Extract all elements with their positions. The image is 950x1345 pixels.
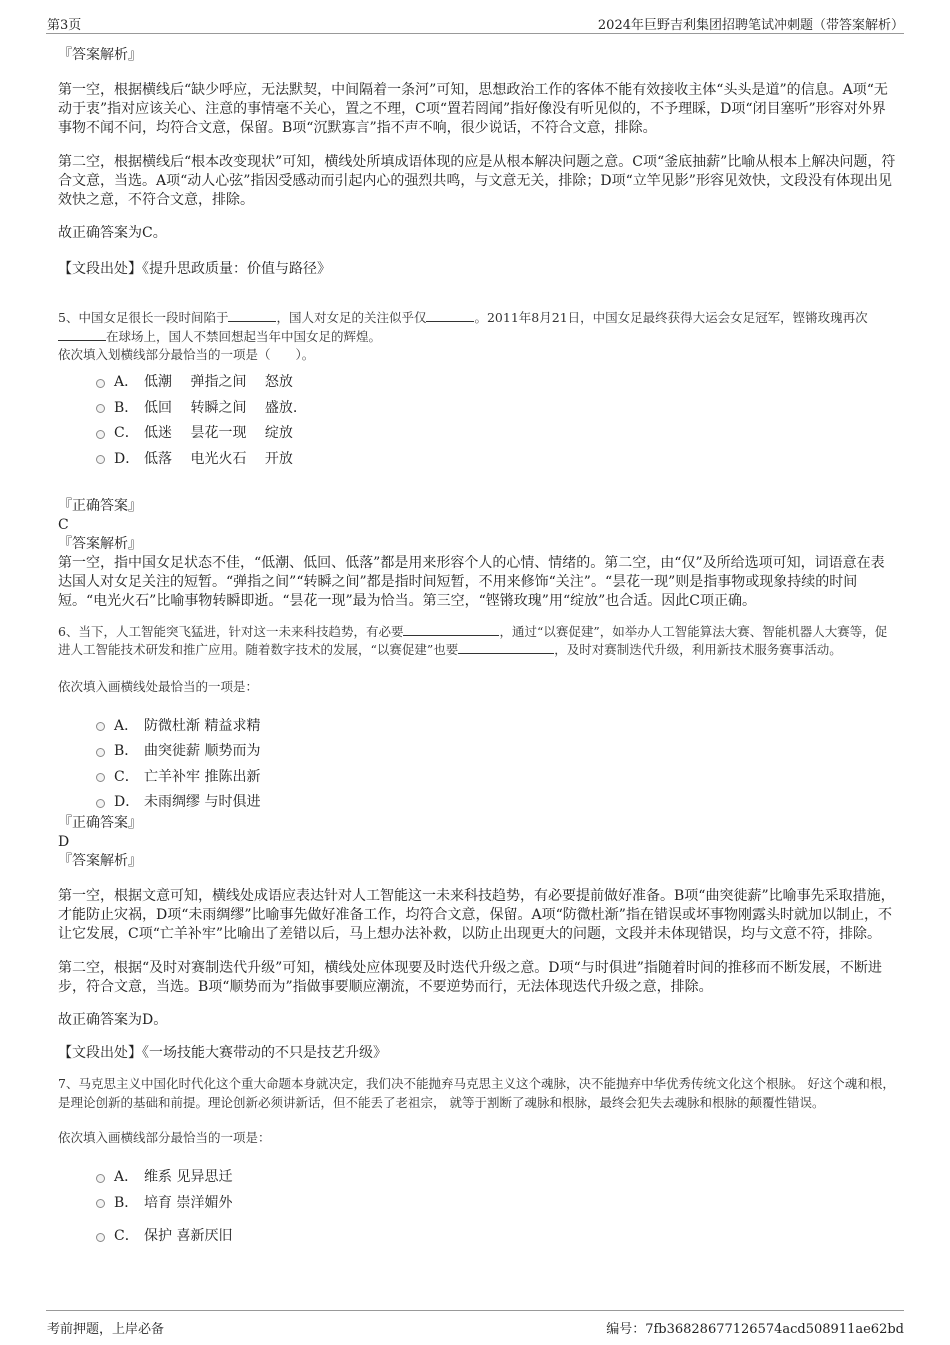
radio-button[interactable] [96, 455, 105, 464]
q7-prompt: 依次填入画横线部分最恰当的一项是： [58, 1130, 271, 1145]
q6-conclusion: 故正确答案为D。 [58, 1012, 168, 1028]
q5-answer: C [58, 516, 69, 533]
radio-button[interactable] [96, 799, 105, 808]
document-title: 2024年巨野吉利集团招聘笔试冲刺题（带答案解析） [597, 18, 904, 33]
q7-stem: 7、马克思主义中国化时代化这个重大命题本身就决定，我们决不能抛弃马克思主义这个魂脉，决不能抛弃中华优秀传统文化这个根脉。 好这个魂和根，是理论创新的基础和前提。理论创新必须讲新话，但不能丢了老祖宗， 就等于割断了魂脉和根脉，最终会犯失去魂脉和根脉的颠覆性错误。 [58, 1076, 895, 1110]
q4-conclusion: 故正确答案为C。 [58, 225, 167, 241]
q6-option-b[interactable]: B． 曲突徙薪 顺势而为 [96, 738, 898, 764]
radio-button[interactable] [96, 748, 105, 757]
radio-button[interactable] [96, 379, 105, 388]
radio-button[interactable] [96, 404, 105, 413]
q6-options [58, 712, 898, 814]
q6-analysis-p1: 第一空，根据文意可知，横线处成语应表达针对人工智能这一未来科技趋势，有必要提前做好准备。B项“曲突徙薪”比喻事先采取措施，才能防止灾祸，D项“未雨绸缪”比喻事先做好准备工作，均符合文意，保留。A项“防微杜渐”指在错误或坏事物刚露头时就加以制止，不让它发展，C项“亡羊补牢”比喻出了差错以后，马上想办法补救，以防止出现更大的问题，文段并未体现错误，均与文意不符，排除。 [58, 888, 895, 942]
q6-option-c[interactable]: C． 亡羊补牢 推陈出新 [96, 763, 898, 789]
page-content [58, 44, 898, 1248]
blank [458, 641, 554, 654]
q5-stem: 5、中国女足很长一段时间陷于 ，国人对女足的关注似乎仅 。2011年8月21日，中国女足最终获得大运会女足冠军，铿锵玫瑰再次在球场上，国人不禁回想起当年中国女足的辉煌。 [58, 310, 868, 344]
q7-option-b[interactable]: B． 培育 崇洋媚外 [96, 1189, 898, 1215]
q5-option-c[interactable]: C． 低迷 昙花一现 绽放 [96, 420, 898, 446]
q6-stem: 6、当下，人工智能突飞猛进，针对这一未来科技趋势，有必要 ，通过“以赛促建”，如举办人工智能算法大赛、智能机器人大赛等，促进人工智能技术研发和推广应用。随着数字技术的发展，“以赛促建”也要 ，及时对赛制迭代升级，利用新技术服务赛事活动。 [58, 623, 888, 657]
q6-answer-label: 『正确答案』 [58, 815, 142, 831]
header-divider [46, 33, 904, 34]
q4-analysis-label: 『答案解析』 [58, 47, 142, 63]
q5-option-b[interactable]: B． 低回 转瞬之间 盛放. [96, 394, 898, 420]
footer-divider [46, 1310, 904, 1311]
document-id: 编号：7fb3682867712​6574acd508911ae62bd [606, 1322, 904, 1337]
blank [403, 623, 499, 636]
q7-options [58, 1164, 898, 1249]
q4-source: 【文段出处】《提升思政质量：价值与路径》 [58, 261, 331, 277]
blank [58, 328, 106, 341]
q7-option-c[interactable]: C． 保护 喜新厌旧 [96, 1223, 898, 1249]
q4-analysis-p2: 第二空，根据横线后“根本改变现状”可知，横线处所填成语体现的应是从根本解决问题之意。C项“釜底抽薪”比喻从根本上解决问题，符合文意，当选。A项“动人心弦”指因受感动而引起内心的强烈共鸣，与文意无关，排除；D项“立竿见影”形容见效快，文段没有体现出见效快之意，不符合文意，排除。 [58, 154, 896, 208]
page-header [0, 0, 950, 40]
radio-button[interactable] [96, 430, 105, 439]
q5-analysis: 第一空，指中国女足状态不佳，“低潮、低回、低落”都是用来形容个人的心情、情绪的。第二空，由“仅”及所给选项可知，词语意在表达国人对女足关注的短暂。“弹指之间”“转瞬之间”都是指时间短暂，不用来修饰“关注”。“昙花一现”则是指事物或现象持续的时间短。“电光火石”比喻事物转瞬即逝。“昙花一现”最为恰当。第三空，“铿锵玫瑰”用“绽放”也合适。因此C项正确。 [58, 554, 885, 609]
blank [426, 309, 474, 322]
radio-button[interactable] [96, 722, 105, 731]
q5-analysis-label: 『答案解析』 [58, 535, 142, 552]
q5-prompt: 依次填入划横线部分最恰当的一项是（ ）。 [58, 347, 315, 362]
q6-option-d[interactable]: D． 未雨绸缪 与时俱进 [96, 789, 898, 815]
q6-analysis-label: 『答案解析』 [58, 853, 142, 869]
blank [228, 309, 276, 322]
q7-option-a[interactable]: A． 维系 见异思迁 [96, 1164, 898, 1190]
q6-answer: D [58, 834, 70, 850]
page-footer [0, 1310, 950, 1345]
q6-source: 【文段出处】《一场技能大赛带动的不只是技艺升级》 [58, 1045, 387, 1061]
q6-option-a[interactable]: A． 防微杜渐 精益求精 [96, 712, 898, 738]
q6-prompt: 依次填入画横线处最恰当的一项是： [58, 678, 259, 694]
q5-option-a[interactable]: A． 低潮 弹指之间 怒放 [96, 369, 898, 395]
q4-analysis-p1: 第一空，根据横线后“缺少呼应，无法默契，中间隔着一条河”可知，思想政治工作的客体不能有效接收主体“头头是道”的信息。A项“无动于衷”指对应该关心、注意的事情毫不关心，置之不理，C项“置若罔闻”指好像没有听见似的，不予理睬，D项“闭目塞听”形容对外界事物不闻不问，均符合文意，保留。B项“沉默寡言”指不声不响，很少说话，不符合文意，排除。 [58, 82, 888, 136]
radio-button[interactable] [96, 1233, 105, 1242]
q5-answer-label: 『正确答案』 [58, 497, 142, 514]
q6-analysis-p2: 第二空，根据“及时对赛制迭代升级”可知，横线处应体现要及时迭代升级之意。D项“与时俱进”指随着时间的推移而不断发展，不断进步，符合文意，当选。B项“顺势而为”指做事要顺应潮流，不要逆势而行，无法体现迭代升级之意，排除。 [58, 960, 882, 995]
radio-button[interactable] [96, 773, 105, 782]
q5-options [58, 369, 898, 471]
footer-slogan: 考前押题，上岸必备 [47, 1322, 165, 1337]
radio-button[interactable] [96, 1174, 105, 1183]
q5-option-d[interactable]: D． 低落 电光火石 开放 [96, 445, 898, 471]
page-number: 第3页 [47, 18, 82, 33]
radio-button[interactable] [96, 1199, 105, 1208]
